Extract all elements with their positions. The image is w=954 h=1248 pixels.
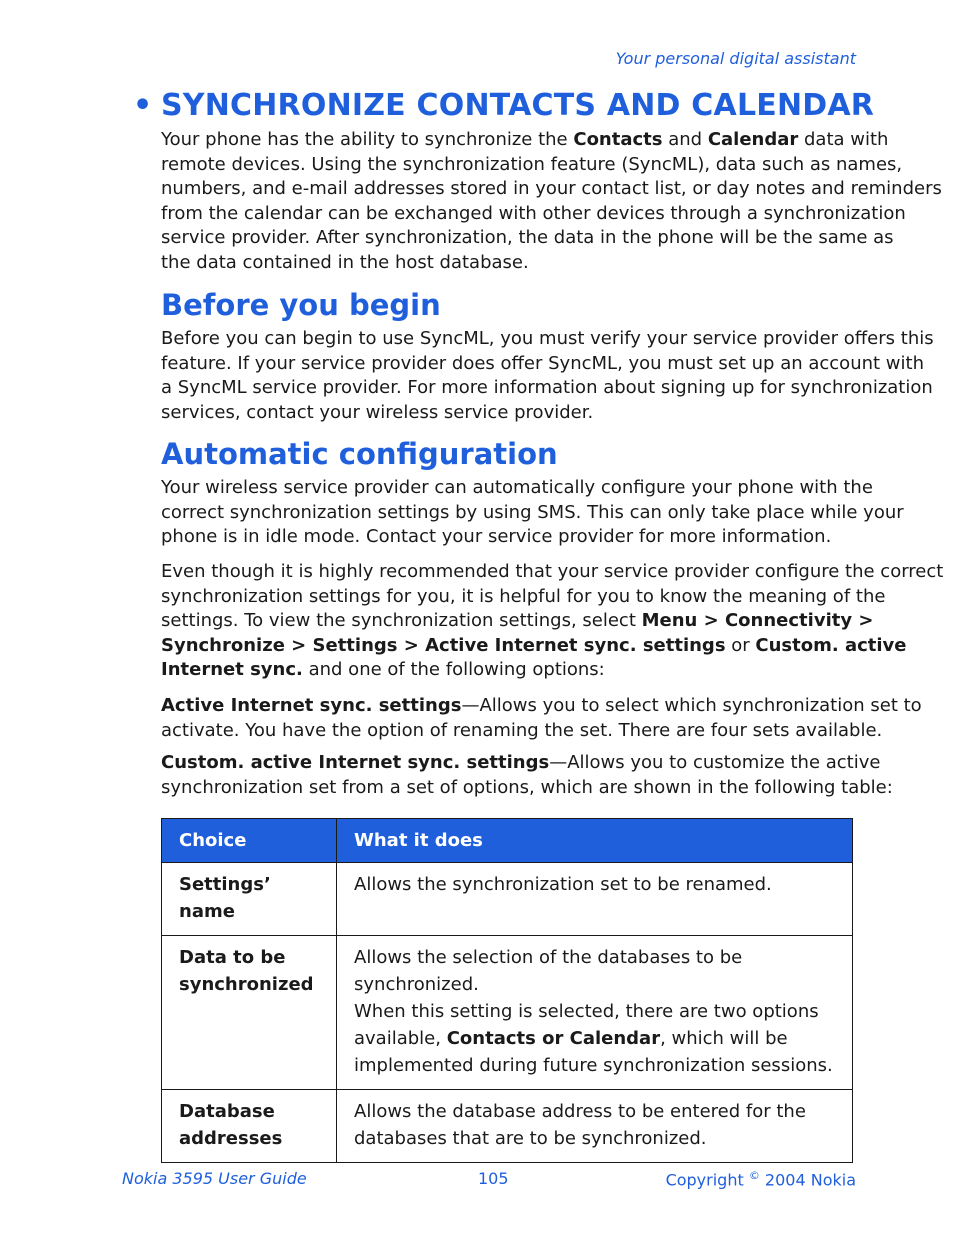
intro-paragraph: Your phone has the ability to synchronize the Contacts and Calendar data with remote devices. Using the synchronization feature (SyncML), data such as names, numbers, and e-mail addresses stored in your contact list, or day notes and reminders from the calendar can be exchanged with other devices through a synchronization service provider. After synchronization, the data in the phone will be the same as the data contained in the host database.	[161, 129, 942, 273]
choice-cell: Database addresses	[162, 1090, 337, 1163]
table-row	[162, 863, 853, 936]
description-cell: Allows the synchronization set to be renamed.	[337, 863, 853, 936]
section-title-text: SYNCHRONIZE CONTACTS AND CALENDAR	[161, 88, 875, 123]
column-header-choice: Choice	[162, 819, 337, 863]
auto-config-paragraph-2: Even though it is highly recommended that your service provider configure the correct synchronization settings for you, it is helpful for you to know the meaning of the settings. To view the synchronization settings, select Menu > Connectivity > Synchronize > Settings > Active Internet sync. settings or Custom. active Internet sync. and one of the following options:	[161, 561, 944, 681]
automatic-configuration-heading: Automatic configuration	[161, 437, 558, 471]
table-row	[162, 1090, 853, 1163]
auto-config-paragraph-1: Your wireless service provider can automatically configure your phone with the correct synchronization settings by using SMS. This can only take place while your phone is in idle mode. Contact your service provider for more information.	[161, 477, 904, 548]
section-title	[133, 88, 874, 123]
description-cell: Allows the selection of the databases to be synchronized. When this setting is selected, there are two options available, Contacts or Calendar, which will be implemented during future synchronization sessions.	[337, 936, 853, 1090]
description-cell: Allows the database address to be entered for the databases that are to be synchronized.	[337, 1090, 853, 1163]
choice-cell: Data to be synchronized	[162, 936, 337, 1090]
table-row	[162, 936, 853, 1090]
before-you-begin-heading: Before you begin	[161, 288, 441, 322]
column-header-what-it-does: What it does	[337, 819, 853, 863]
custom-sync-settings-paragraph: Custom. active Internet sync. settings—Allows you to customize the active synchronization set from a set of options, which are shown in the following table:	[161, 752, 893, 798]
table-header-row	[162, 819, 853, 863]
running-header: Your personal digital assistant	[615, 49, 856, 68]
before-you-begin-paragraph: Before you can begin to use SyncML, you must verify your service provider offers this feature. If your service provider does offer SyncML, you must set up an account with a SyncML service provider. For more information about signing up for synchronization services, contact your wireless service provider.	[161, 328, 934, 423]
footer-page-number: 105	[478, 1169, 509, 1188]
choice-cell: Settings’ name	[162, 863, 337, 936]
active-sync-settings-paragraph: Active Internet sync. settings—Allows you to select which synchronization set to activate. You have the option of renaming the set. There are four sets available.	[161, 695, 922, 741]
sync-options-table	[161, 818, 853, 1163]
footer-guide-title: Nokia 3595 User Guide	[122, 1169, 307, 1188]
footer-copyright: Copyright © 2004 Nokia	[665, 1169, 856, 1190]
bullet: •	[133, 88, 153, 123]
